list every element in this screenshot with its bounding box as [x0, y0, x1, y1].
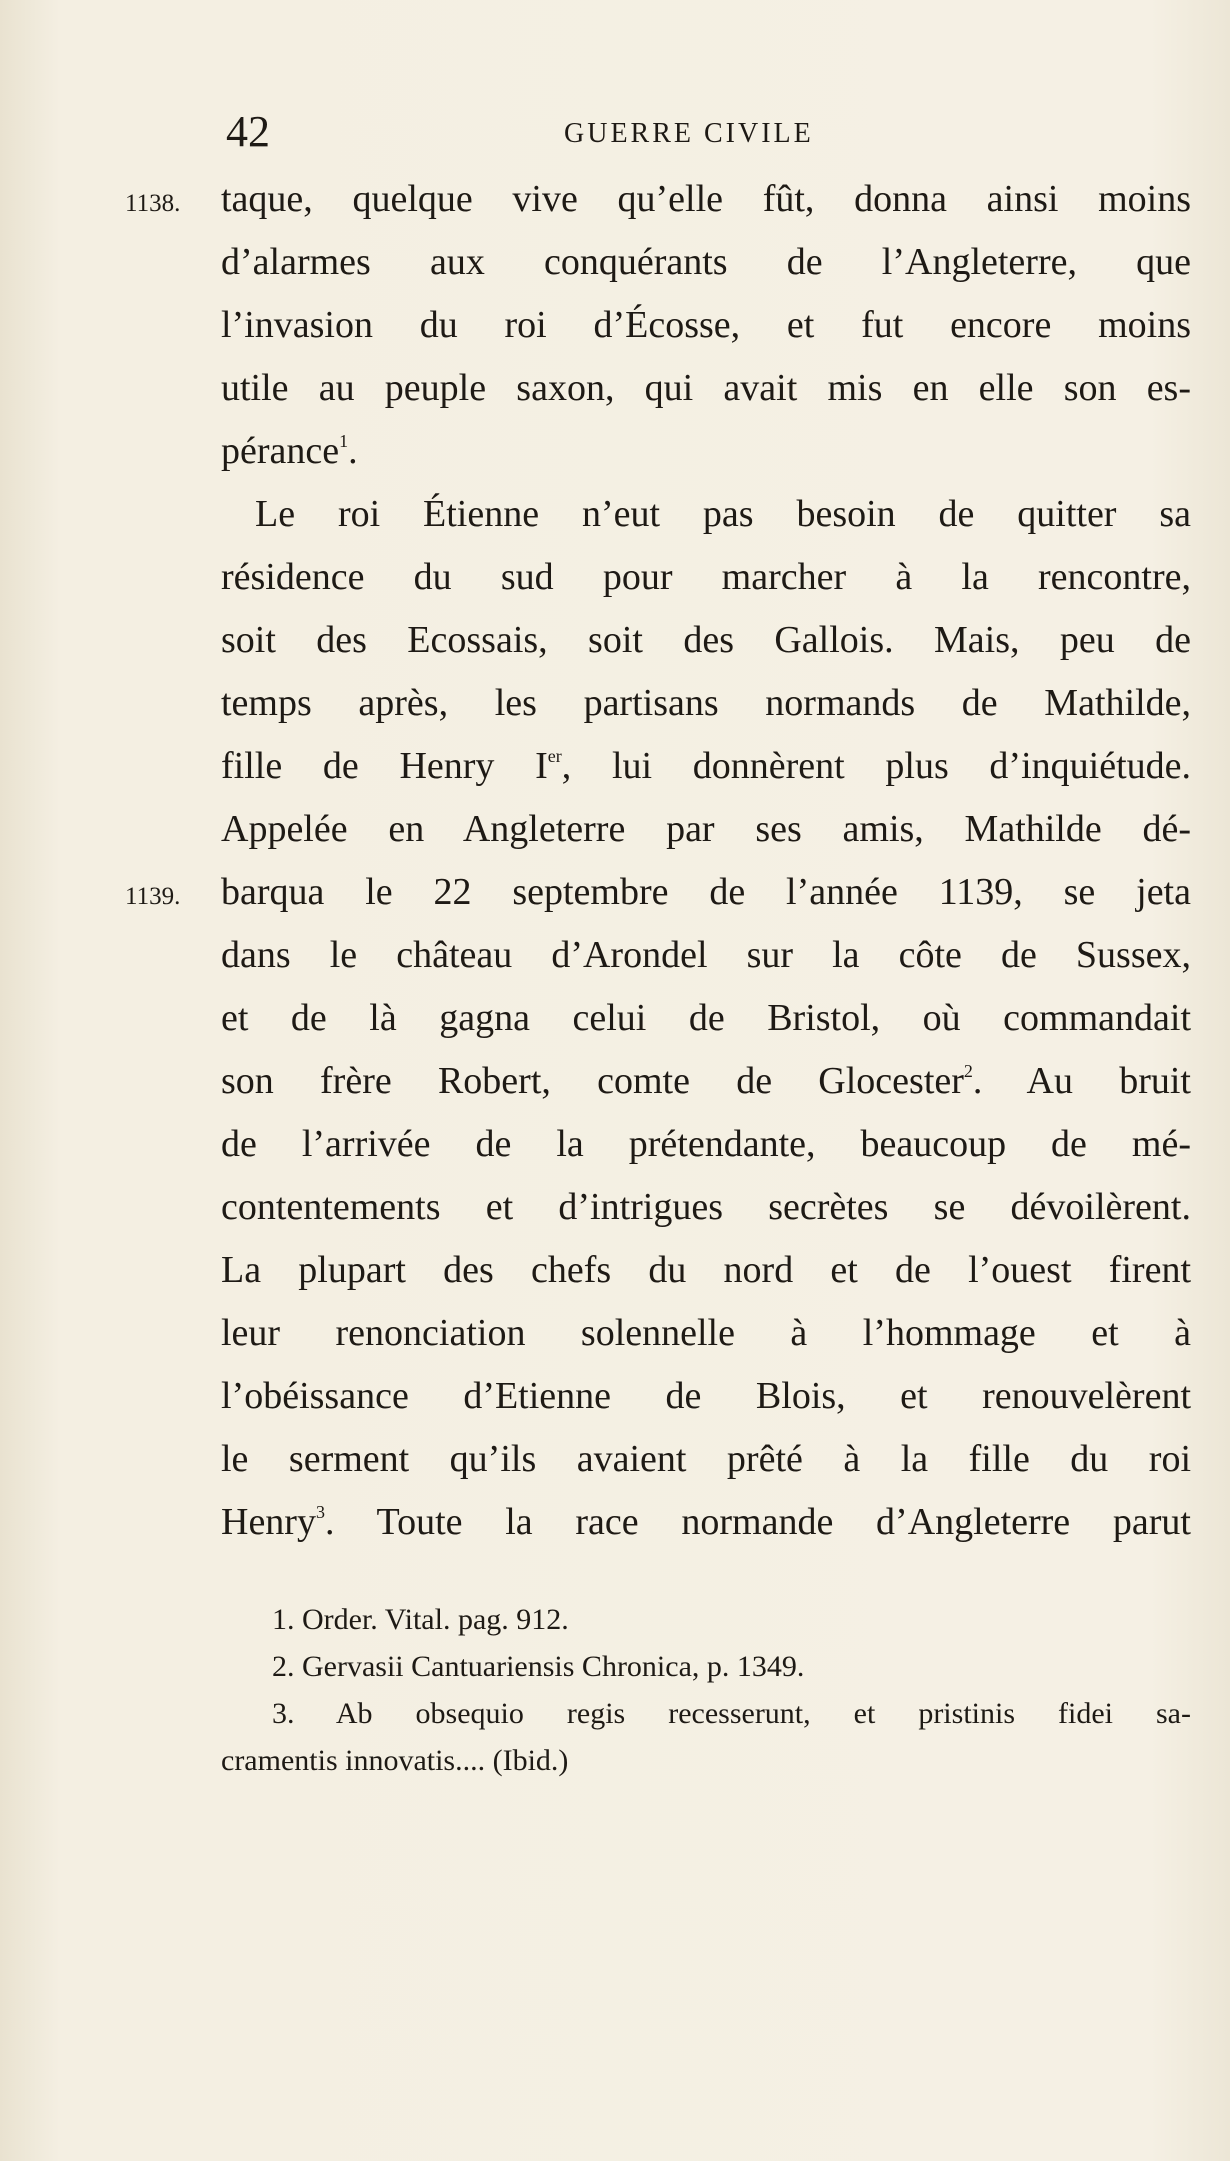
text-line: pérance$^1$. [221, 430, 358, 472]
margin-year: 1139. [125, 883, 181, 910]
text-line: son frère Robert, comte de Glocester$^2$. Au bruit [221, 1060, 1191, 1102]
running-head: GUERRE CIVILE [564, 118, 814, 149]
text-line: utile au peuple saxon, qui avait mis en elle son es- [221, 367, 1191, 409]
footnote-ref: 1 [339, 431, 349, 451]
text-line: Henry$^3$. Toute la race normande d’Angleterre parut [221, 1501, 1191, 1543]
text-line: le serment qu’ils avaient prêté à la fille du roi [221, 1438, 1191, 1480]
text-line: résidence du sud pour marcher à la rencontre, [221, 556, 1191, 598]
text-line: d’alarmes aux conquérants de l’Angleterre, que [221, 241, 1191, 283]
page-number: 42 [226, 107, 270, 156]
margin-year: 1138. [125, 190, 181, 217]
text-line: contentements et d’intrigues secrètes se dévoilèrent. [221, 1186, 1191, 1228]
footnote: 3. Ab obsequio regis recesserunt, et pristinis fidei sa- [272, 1697, 1191, 1730]
text-line: et de là gagna celui de Bristol, où commandait [221, 997, 1191, 1039]
text-line: La plupart des chefs du nord et de l’ouest firent [221, 1249, 1191, 1291]
text-line: l’obéissance d’Etienne de Blois, et renouvelèrent [221, 1375, 1191, 1417]
footnotes [221, 1596, 1191, 1784]
footnote-ref: er [547, 746, 562, 766]
footnote: 2. Gervasii Cantuariensis Chronica, p. 1349. [272, 1650, 805, 1683]
body-text [125, 168, 1191, 1554]
text-line: Le roi Étienne n’eut pas besoin de quitter sa [255, 493, 1191, 535]
text-line: temps après, les partisans normands de Mathilde, [221, 682, 1191, 724]
text-line: l’invasion du roi d’Écosse, et fut encore moins [221, 304, 1191, 346]
text-line: soit des Ecossais, soit des Gallois. Mais, peu de [221, 619, 1191, 661]
footnote-ref: 3 [315, 1502, 325, 1522]
footnote: 1. Order. Vital. pag. 912. [272, 1603, 569, 1636]
text-line: de l’arrivée de la prétendante, beaucoup de mé- [221, 1123, 1191, 1165]
text-line: leur renonciation solennelle à l’hommage et à [221, 1312, 1191, 1354]
text-line: 1138. taque, quelque vive qu’elle fût, donna ainsi moins [221, 168, 1191, 231]
text-line: 1139. barqua le 22 septembre de l’année 1139, se jeta [221, 861, 1191, 924]
text-line: dans le château d’Arondel sur la côte de Sussex, [221, 934, 1191, 976]
text-line: fille de Henry Ier, lui donnèrent plus d’inquiétude. [221, 745, 1191, 787]
footnote-continuation: cramentis innovatis.... (Ibid.) [221, 1744, 569, 1777]
footnote-ref: 2 [963, 1061, 973, 1081]
text-line: Appelée en Angleterre par ses amis, Mathilde dé- [221, 808, 1191, 850]
page-header [226, 104, 856, 160]
